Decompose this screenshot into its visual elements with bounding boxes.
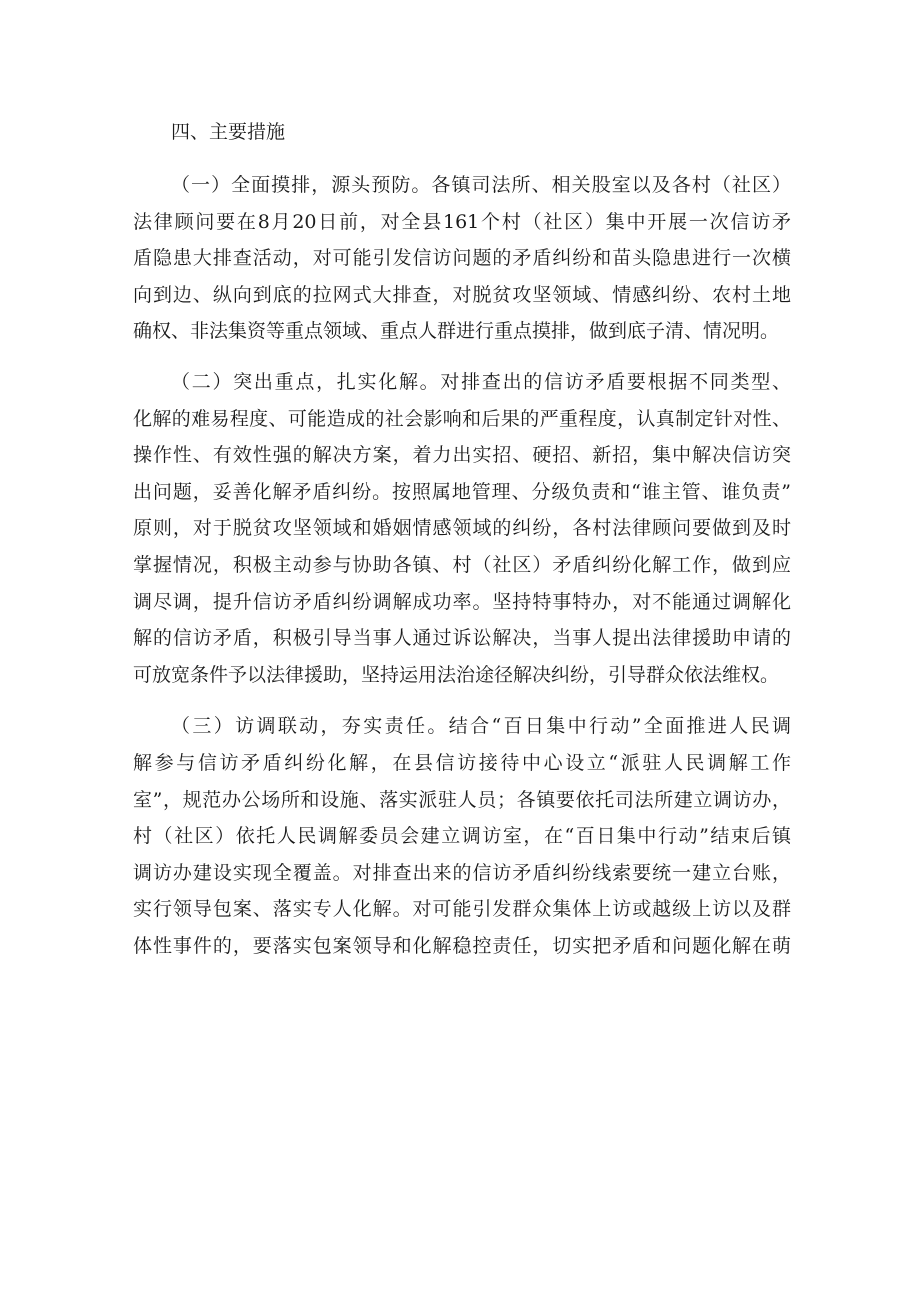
paragraph-line: 解参与信访矛盾纠纷化解，在县信访接待中心设立“派驻人民调解工作 [133, 751, 791, 774]
paragraph-line: 确权、非法集资等重点领域、重点人群进行重点摸排，做到底子清、情况明。 [133, 320, 780, 343]
paragraph-line: （三）访调联动，夯实责任。结合“百日集中行动”全面推进人民调 [171, 715, 791, 738]
document-body [133, 112, 791, 964]
section-heading: 四、主要措施 [171, 121, 286, 143]
paragraph-line: 向到边、纵向到底的拉网式大排查，对脱贫攻坚领域、情感纠纷、农村土地 [133, 283, 791, 306]
paragraph-line: 调尽调，提升信访矛盾纠纷调解成功率。坚持特事特办，对不能通过调解化 [133, 590, 791, 613]
paragraph-line: 可放宽条件予以法律援助，坚持运用法治途径解决纠纷，引导群众依法维权。 [133, 663, 780, 686]
paragraph-line: 操作性、有效性强的解决方案，着力出实招、硬招、新招，集中解决信访突 [133, 444, 791, 467]
paragraph-line: 调访办建设实现全覆盖。对排查出来的信访矛盾纠纷线索要统一建立台账， [133, 861, 791, 884]
paragraph-line: （二）突出重点，扎实化解。对排查出的信访矛盾要根据不同类型、 [171, 370, 791, 393]
paragraph-1 [133, 167, 791, 350]
paragraph-line: 室”，规范办公场所和设施、落实派驻人员；各镇要依托司法所建立调访办， [133, 788, 791, 811]
paragraph-2 [133, 364, 791, 693]
spacer [133, 350, 791, 364]
paragraph-line: 出问题，妥善化解矛盾纠纷。按照属地管理、分级负责和“谁主管、谁负责” [133, 480, 791, 503]
paragraph-line: 实行领导包案、落实专人化解。对可能引发群众集体上访或越级上访以及群 [133, 898, 791, 921]
paragraph-line: 解的信访矛盾，积极引导当事人通过诉讼解决，当事人提出法律援助申请的 [133, 627, 791, 650]
paragraph-line: 原则，对于脱贫攻坚领域和婚姻情感领域的纠纷，各村法律顾问要做到及时 [133, 517, 791, 540]
paragraph-line: 村（社区）依托人民调解委员会建立调访室，在“百日集中行动”结束后镇 [133, 825, 791, 848]
spacer [133, 693, 791, 708]
paragraph-line: 化解的难易程度、可能造成的社会影响和后果的严重程度，认真制定针对性、 [133, 407, 791, 430]
paragraph-line: （一）全面摸排，源头预防。各镇司法所、相关股室以及各村（社区） [171, 174, 791, 196]
spacer [133, 152, 791, 167]
paragraph-line: 盾隐患大排查活动，对可能引发信访问题的矛盾纠纷和苗头隐患进行一次横 [133, 247, 791, 270]
paragraph-line: 掌握情况，积极主动参与协助各镇、村（社区）矛盾纠纷化解工作，做到应 [133, 553, 791, 576]
paragraph-line: 法律顾问要在8月20日前，对全县161个村（社区）集中开展一次信访矛 [133, 210, 791, 233]
paragraph-line: 体性事件的，要落实包案领导和化解稳控责任，切实把矛盾和问题化解在萌 [133, 934, 791, 957]
paragraph-3 [133, 708, 791, 964]
